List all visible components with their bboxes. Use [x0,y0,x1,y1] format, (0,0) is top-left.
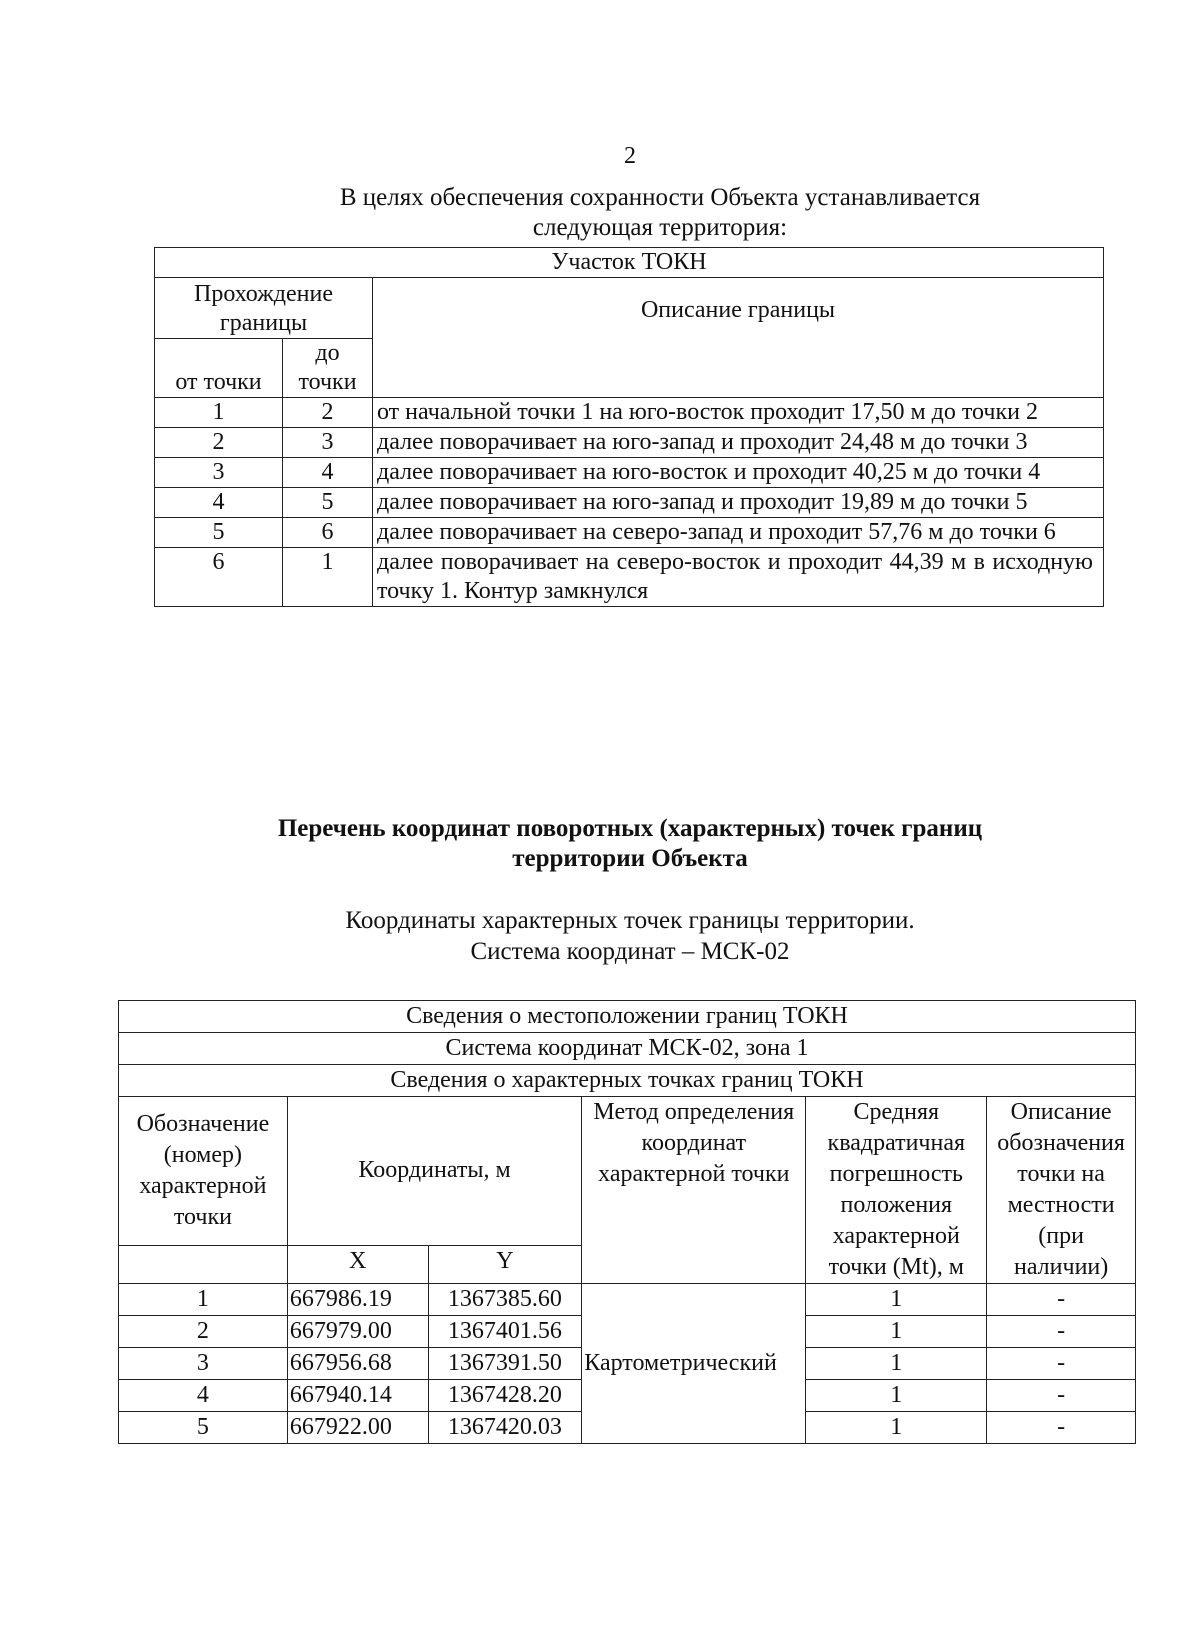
x-coordinate-cell: 667986.19 [287,1284,428,1316]
heading-line-2: территории Объекта [512,845,748,872]
boundary-from-cell: 3 [155,458,283,488]
boundary-to-cell: 4 [283,458,373,488]
method-cell: Картометрический [582,1284,806,1444]
boundary-from-cell: 4 [155,488,283,518]
boundary-desc-cell: далее поворачивает на юго-запад и проходит 19,89 м до точки 5 [373,488,1104,518]
y-coordinate-cell: 1367391.50 [428,1348,582,1380]
boundary-row [155,458,1104,488]
boundary-from-cell: 2 [155,428,283,458]
point-number-cell: 2 [119,1316,288,1348]
boundary-row [155,488,1104,518]
point-desc-cell: - [987,1284,1136,1316]
x-coordinate-cell: 667940.14 [287,1380,428,1412]
point-desc-cell: - [987,1380,1136,1412]
col-designation-header: Обозначение (номер) характерной точки [119,1097,288,1246]
point-desc-cell: - [987,1316,1136,1348]
point-number-cell: 1 [119,1284,288,1316]
y-coordinate-cell: 1367428.20 [428,1380,582,1412]
boundary-row [155,518,1104,548]
boundary-to-cell: 5 [283,488,373,518]
intro-text [300,183,1020,243]
boundary-desc-cell: далее поворачивает на северо-запад и проходит 57,76 м до точки 6 [373,518,1104,548]
coordinates-subheading [250,905,1010,967]
boundary-table-title: Участок ТОКН [155,248,1104,278]
point-desc-cell: - [987,1412,1136,1444]
boundary-desc-cell: от начальной точки 1 на юго-восток проходит 17,50 м до точки 2 [373,398,1104,428]
boundary-desc-cell: далее поворачивает на северо-восток и проходит 44,39 м в исходную точку 1. Контур замкнулся [373,548,1104,607]
boundary-from-cell: 5 [155,518,283,548]
col-coordinates-header: Координаты, м [287,1097,581,1246]
x-coordinate-cell: 667956.68 [287,1348,428,1380]
y-coordinate-cell: 1367401.56 [428,1316,582,1348]
boundary-table [154,247,1104,607]
boundary-row [155,428,1104,458]
mt-cell: 1 [806,1412,987,1444]
boundary-row [155,398,1104,428]
designation-subcell [119,1245,288,1283]
point-number-cell: 5 [119,1412,288,1444]
coords-title-2: Система координат МСК-02, зона 1 [119,1033,1136,1065]
boundary-from-cell: 1 [155,398,283,428]
point-desc-cell: - [987,1348,1136,1380]
col-method-header: Метод определения координат характерной точки [582,1097,806,1284]
x-coordinate-cell: 667922.00 [287,1412,428,1444]
mt-cell: 1 [806,1348,987,1380]
boundary-desc-cell: далее поворачивает на юго-восток и проходит 40,25 м до точки 4 [373,458,1104,488]
boundary-desc-cell: далее поворачивает на юго-запад и проходит 24,48 м до точки 3 [373,428,1104,458]
col-description-header: Описание границы [373,278,1104,398]
coords-title-1: Сведения о местоположении границ ТОКН [119,1001,1136,1033]
boundary-to-cell: 2 [283,398,373,428]
boundary-to-cell: 3 [283,428,373,458]
col-point-desc-header: Описание обозначения точки на местности (при наличии) [987,1097,1136,1284]
page-number: 2 [624,143,636,169]
coordinates-heading [200,814,1060,874]
col-to-header: до точки [283,339,373,398]
col-x-header: X [287,1245,428,1283]
subheading-line-1: Координаты характерных точек границы территории. [345,907,915,934]
intro-line-1: В целях обеспечения сохранности Объекта устанавливается [339,184,981,211]
x-coordinate-cell: 667979.00 [287,1316,428,1348]
boundary-from-cell: 6 [155,548,283,607]
subheading-line-2: Система координат – МСК-02 [470,938,790,965]
col-y-header: Y [428,1245,582,1283]
intro-line-2: следующая территория: [532,214,788,241]
mt-cell: 1 [806,1316,987,1348]
col-from-header: от точки [155,339,283,398]
boundary-to-cell: 6 [283,518,373,548]
y-coordinate-cell: 1367420.03 [428,1412,582,1444]
coordinates-table [118,1000,1136,1444]
mt-cell: 1 [806,1284,987,1316]
heading-line-1: Перечень координат поворотных (характерных) точек границ [277,815,983,842]
mt-cell: 1 [806,1380,987,1412]
coords-title-3: Сведения о характерных точках границ ТОКН [119,1065,1136,1097]
col-passage-header: Прохождение границы [155,278,373,339]
coord-row [119,1284,1136,1316]
col-error-header: Средняя квадратичная погрешность положения характерной точки (Mt), м [806,1097,987,1284]
boundary-to-cell: 1 [283,548,373,607]
y-coordinate-cell: 1367385.60 [428,1284,582,1316]
point-number-cell: 3 [119,1348,288,1380]
boundary-row [155,548,1104,607]
point-number-cell: 4 [119,1380,288,1412]
